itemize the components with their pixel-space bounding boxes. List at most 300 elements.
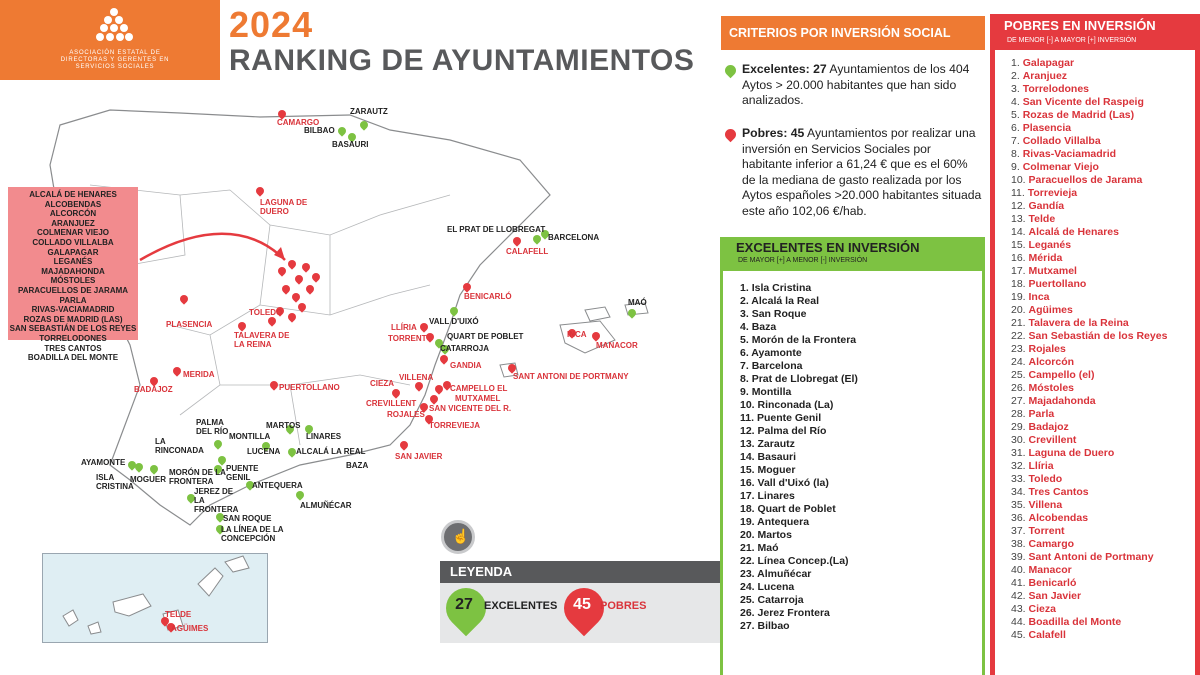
- municipality-name: Bilbao: [757, 620, 790, 632]
- municipality-name: Mutxamel: [1028, 265, 1077, 277]
- map-label: TORRENT: [388, 334, 427, 343]
- list-item: [740, 282, 858, 295]
- list-item: [1011, 226, 1167, 239]
- municipality-name: Torrelodones: [1022, 83, 1089, 95]
- municipality-name: Villena: [1028, 499, 1063, 511]
- list-item: [1011, 174, 1167, 187]
- rank-number: 32.: [1011, 460, 1029, 472]
- list-item: [1011, 239, 1167, 252]
- municipality-name: Cieza: [1028, 603, 1056, 615]
- map-label: CREVILLENT: [366, 399, 417, 408]
- municipality-name: Alcalá de Henares: [1028, 226, 1119, 238]
- list-item: [1011, 330, 1167, 343]
- map-label: TALAVERA DE LA REINA: [234, 331, 290, 349]
- municipality-name: Jerez Frontera: [757, 607, 830, 619]
- rank-number: 11.: [1011, 187, 1028, 199]
- rank-number: 26.: [1011, 382, 1029, 394]
- rank-number: 29.: [1011, 421, 1029, 433]
- list-item: [1011, 408, 1167, 421]
- list-item: [740, 555, 858, 568]
- list-item: [1011, 317, 1167, 330]
- municipality-name: Prat de Llobregat (El): [751, 373, 858, 385]
- list-item: [740, 594, 858, 607]
- canary-islands-inset: [42, 553, 268, 643]
- criteria-pobres-lead: Pobres: 45: [742, 126, 805, 140]
- list-item: [740, 451, 858, 464]
- municipality-name: Morón de la Frontera: [751, 334, 857, 346]
- list-item: [740, 490, 858, 503]
- list-item: [1011, 304, 1167, 317]
- rank-number: 31.: [1011, 447, 1029, 459]
- municipality-name: Badajoz: [1028, 421, 1069, 433]
- list-item: [1011, 161, 1167, 174]
- rank-number: 36.: [1011, 512, 1029, 524]
- rank-number: 12.: [1011, 200, 1029, 212]
- list-item: [1011, 252, 1167, 265]
- municipality-name: Ayamonte: [751, 347, 802, 359]
- rank-number: 16.: [1011, 252, 1029, 264]
- list-item: [740, 321, 858, 334]
- map-label: ANTEQUERA: [252, 481, 303, 490]
- list-item: [740, 334, 858, 347]
- list-item: [1011, 356, 1167, 369]
- legend-excelentes-label: EXCELENTES: [484, 600, 558, 612]
- madrid-item: TORRELODONES: [39, 333, 107, 343]
- municipality-name: San Roque: [751, 308, 807, 320]
- municipality-name: Calafell: [1028, 629, 1066, 641]
- municipality-name: Rivas-Vaciamadrid: [1022, 148, 1117, 160]
- municipality-name: Talavera de la Reina: [1028, 317, 1129, 329]
- rank-number: 43.: [1011, 603, 1029, 615]
- rank-number: 22.: [740, 555, 758, 567]
- list-item: [740, 308, 858, 321]
- rank-number: 14.: [1011, 226, 1029, 238]
- association-logo-icon: [95, 6, 133, 50]
- rank-number: 10.: [1011, 174, 1029, 186]
- municipality-name: Lucena: [757, 581, 795, 593]
- pobres-subtitle: DE MENOR [-] A MAYOR [+] INVERSIÓN: [1007, 37, 1137, 44]
- list-item: [1011, 57, 1167, 70]
- list-item: [740, 568, 858, 581]
- rank-number: 20.: [740, 529, 758, 541]
- rank-number: 22.: [1011, 330, 1029, 342]
- touch-hand-icon[interactable]: ☝: [441, 520, 475, 554]
- municipality-name: San Vicente del Raspeig: [1022, 96, 1144, 108]
- map-label: BILBAO: [304, 126, 335, 135]
- madrid-item: BOADILLA DEL MONTE: [27, 353, 119, 363]
- pobres-list: [1011, 57, 1167, 642]
- municipality-name: Telde: [1028, 213, 1056, 225]
- logo-text: ASOCIACIÓN ESTATAL DE DIRECTORAS Y GERENTES EN SERVICIOS SOCIALES: [60, 50, 170, 70]
- municipality-name: Galapagar: [1022, 57, 1075, 69]
- criteria-excelentes-lead: Excelentes: 27: [742, 62, 827, 76]
- map-label: MORÓN DE LA FRONTERA: [169, 468, 226, 486]
- map-label: PLASENCIA: [166, 320, 213, 329]
- map-label: AGÜIMES: [171, 624, 209, 633]
- municipality-name: Moguer: [757, 464, 796, 476]
- map-label: ISLA CRISTINA: [96, 473, 134, 491]
- list-item: [1011, 382, 1167, 395]
- municipality-name: Torrent: [1028, 525, 1065, 537]
- municipality-name: Crevillent: [1028, 434, 1077, 446]
- list-item: [740, 620, 858, 633]
- list-item: [1011, 200, 1167, 213]
- municipality-name: Puente Genil: [756, 412, 822, 424]
- madrid-item: ARANJUEZ: [51, 218, 95, 228]
- municipality-name: Martos: [757, 529, 792, 541]
- rank-number: 2.: [1011, 70, 1023, 82]
- list-item: [1011, 434, 1167, 447]
- legend-title: LEYENDA: [440, 561, 720, 583]
- list-item: [740, 464, 858, 477]
- municipality-name: Inca: [1028, 291, 1050, 303]
- municipality-name: Llíria: [1028, 460, 1054, 472]
- rank-number: 13.: [1011, 213, 1029, 225]
- criteria-pobres-text: Ayuntamientos por realizar una inversión en Servicios Sociales por habitante inferior a 61,24 € que es el 60% de la mediana de gasto realizada por los Aytos españoles >20.000 habitantes situada este año 102,06 €/hab.: [742, 126, 982, 218]
- map-label: CAMARGO: [277, 118, 320, 127]
- map-label: CATARROJA: [440, 344, 490, 353]
- list-item: [740, 373, 858, 386]
- map-label: MUTXAMEL: [455, 394, 501, 403]
- pobres-title: POBRES EN INVERSIÓN: [1004, 18, 1156, 33]
- municipality-name: Gandía: [1028, 200, 1065, 212]
- green-pin-icon: [723, 63, 739, 79]
- map-label: ALCALÁ LA REAL: [296, 447, 366, 456]
- rank-number: 28.: [1011, 408, 1029, 420]
- municipality-name: Agüimes: [1028, 304, 1073, 316]
- rank-number: 44.: [1011, 616, 1029, 628]
- rank-number: 35.: [1011, 499, 1029, 511]
- list-item: [740, 360, 858, 373]
- madrid-item: GALAPAGAR: [47, 247, 99, 257]
- madrid-item: RIVAS-VACIAMADRID: [31, 305, 115, 315]
- map-label: INCA: [567, 330, 587, 339]
- map-label: LLÍRIA: [391, 323, 417, 332]
- municipality-name: Linares: [757, 490, 795, 502]
- madrid-item: ALCOBENDAS: [44, 199, 102, 209]
- madrid-item: TRES CANTOS: [44, 343, 102, 353]
- legend-body: [440, 583, 720, 643]
- municipality-name: Tres Cantos: [1028, 486, 1089, 498]
- map-label: BADAJOZ: [134, 385, 173, 394]
- legend-excelentes-count: 27: [455, 596, 473, 613]
- list-item: [1011, 278, 1167, 291]
- municipality-name: Línea Concep.(La): [757, 555, 849, 567]
- list-item: [740, 477, 858, 490]
- rank-number: 34.: [1011, 486, 1029, 498]
- rank-number: 10.: [740, 399, 758, 411]
- municipality-name: Móstoles: [1028, 382, 1075, 394]
- list-item: [740, 399, 858, 412]
- rank-number: 41.: [1011, 577, 1029, 589]
- rank-number: 15.: [740, 464, 758, 476]
- municipality-name: Antequera: [757, 516, 810, 528]
- list-item: [1011, 512, 1167, 525]
- list-item: [1011, 590, 1167, 603]
- list-item: [1011, 460, 1167, 473]
- municipality-name: Baza: [751, 321, 777, 333]
- municipality-name: Torrevieja: [1027, 187, 1078, 199]
- rank-number: 18.: [1011, 278, 1029, 290]
- list-item: [1011, 525, 1167, 538]
- municipality-name: Collado Villalba: [1022, 135, 1101, 147]
- map-label: ALMUÑÉCAR: [300, 501, 352, 510]
- map-label: QUART DE POBLET: [447, 332, 524, 341]
- criteria-pobres: [742, 126, 982, 219]
- excelentes-list: [740, 282, 858, 633]
- map-label: MERIDA: [183, 370, 215, 379]
- list-item: [740, 529, 858, 542]
- map-label: AYAMONTE: [81, 458, 126, 467]
- municipality-name: Catarroja: [757, 594, 804, 606]
- rank-number: 17.: [1011, 265, 1029, 277]
- map-label: LAGUNA DE DUERO: [260, 198, 308, 216]
- rank-number: 1.: [740, 282, 752, 294]
- municipality-name: Palma del Río: [757, 425, 827, 437]
- municipality-name: Manacor: [1028, 564, 1072, 576]
- municipality-name: Aranjuez: [1022, 70, 1068, 82]
- madrid-item: COLLADO VILLALBA: [32, 237, 114, 247]
- criteria-excelentes-text: Ayuntamientos de los 404 Aytos > 20.000 habitantes que han sido analizados.: [742, 62, 970, 107]
- list-item: [1011, 265, 1167, 278]
- list-item: [1011, 122, 1167, 135]
- rank-number: 8.: [740, 373, 752, 385]
- map-label: LA RINCONADA: [155, 437, 204, 455]
- municipality-name: Zarautz: [757, 438, 795, 450]
- map-label: MONTILLA: [229, 432, 271, 441]
- list-item: [740, 386, 858, 399]
- rank-number: 5.: [740, 334, 752, 346]
- madrid-item: ROZAS DE MADRID (LAS): [23, 314, 123, 324]
- map-label: TOLEDO: [249, 308, 283, 317]
- list-item: [1011, 629, 1167, 642]
- municipality-name: Parla: [1028, 408, 1055, 420]
- municipality-name: Vall d'Uixó (la): [757, 477, 829, 489]
- municipality-name: Isla Cristina: [751, 282, 812, 294]
- list-item: [1011, 96, 1167, 109]
- rank-number: 12.: [740, 425, 758, 437]
- rank-number: 4.: [740, 321, 752, 333]
- map-label: BARCELONA: [548, 233, 600, 242]
- municipality-name: Toledo: [1028, 473, 1063, 485]
- criteria-excelentes: [742, 62, 982, 109]
- rank-number: 6.: [740, 347, 752, 359]
- rank-number: 16.: [740, 477, 758, 489]
- list-item: [1011, 577, 1167, 590]
- madrid-item: ALCALÁ DE HENARES: [29, 190, 117, 199]
- rank-number: 21.: [740, 542, 758, 554]
- list-item: [740, 412, 858, 425]
- municipality-name: Colmenar Viejo: [1022, 161, 1099, 173]
- rank-number: 17.: [740, 490, 758, 502]
- rank-number: 5.: [1011, 109, 1023, 121]
- map-label: JEREZ DE LA FRONTERA: [194, 487, 239, 514]
- map-label: SAN VICENTE DEL R.: [429, 404, 512, 413]
- municipality-name: Leganés: [1028, 239, 1072, 251]
- madrid-item: ALCORCÓN: [49, 209, 97, 219]
- rank-number: 15.: [1011, 239, 1029, 251]
- map-label: TELDE: [165, 610, 192, 619]
- map-label: EL PRAT DE LLOBREGAT: [447, 225, 546, 234]
- rank-number: 39.: [1011, 551, 1029, 563]
- excelentes-title: EXCELENTES EN INVERSIÓN: [736, 240, 920, 255]
- map-label: PALMA DEL RÍO: [196, 418, 229, 436]
- rank-number: 30.: [1011, 434, 1029, 446]
- excelentes-subtitle: DE MAYOR [+] A MENOR [-] INVERSIÓN: [738, 257, 868, 264]
- rank-number: 6.: [1011, 122, 1023, 134]
- list-item: [1011, 343, 1167, 356]
- map-label: ROJALES: [387, 410, 425, 419]
- page-title: RANKING DE AYUNTAMIENTOS: [229, 44, 695, 77]
- list-item: [1011, 603, 1167, 616]
- map-label: PUENTE GENIL: [226, 464, 259, 482]
- rank-number: 7.: [740, 360, 752, 372]
- map-label: MARTOS: [266, 421, 301, 430]
- list-item: [740, 347, 858, 360]
- madrid-item: COLMENAR VIEJO: [36, 228, 109, 238]
- map-label: CALAFELL: [506, 247, 549, 256]
- rank-number: 13.: [740, 438, 758, 450]
- municipality-name: Benicarló: [1028, 577, 1077, 589]
- list-item: [1011, 473, 1167, 486]
- rank-number: 19.: [740, 516, 758, 528]
- rank-number: 23.: [1011, 343, 1029, 355]
- rank-number: 40.: [1011, 564, 1029, 576]
- map-label: SANT ANTONI DE PORTMANY: [513, 372, 629, 381]
- map-label: MOGUER: [130, 475, 166, 484]
- madrid-item: PARACUELLOS DE JARAMA: [17, 285, 129, 295]
- list-item: [740, 503, 858, 516]
- rank-number: 25.: [740, 594, 758, 606]
- pobres-header: [990, 14, 1200, 50]
- list-item: [1011, 538, 1167, 551]
- red-pin-icon: [723, 127, 739, 143]
- list-item: [1011, 486, 1167, 499]
- municipality-name: Quart de Poblet: [757, 503, 836, 515]
- madrid-item: LEGANÉS: [53, 257, 93, 267]
- list-item: [1011, 369, 1167, 382]
- legend-pobres-label: POBRES: [600, 600, 647, 612]
- excelentes-header: [720, 237, 985, 271]
- rank-number: 25.: [1011, 369, 1029, 381]
- map-label: TORREVIEJA: [429, 421, 480, 430]
- map-label: LUCENA: [247, 447, 281, 456]
- rank-number: 14.: [740, 451, 758, 463]
- municipality-name: Rozas de Madrid (Las): [1022, 109, 1135, 121]
- map-label: LINARES: [306, 432, 342, 441]
- list-item: [1011, 187, 1167, 200]
- rank-number: 11.: [740, 412, 757, 424]
- list-item: [1011, 395, 1167, 408]
- list-item: [1011, 421, 1167, 434]
- municipality-name: Basauri: [757, 451, 797, 463]
- municipality-name: Rinconada (La): [757, 399, 834, 411]
- municipality-name: Sant Antoni de Portmany: [1028, 551, 1154, 563]
- map-label: ZARAUTZ: [350, 107, 388, 116]
- list-item: [740, 516, 858, 529]
- municipality-name: San Sebastián de los Reyes: [1028, 330, 1168, 342]
- rank-number: 37.: [1011, 525, 1029, 537]
- map-label: CAMPELLO EL: [450, 384, 508, 393]
- municipality-name: Maó: [757, 542, 779, 554]
- rank-number: 19.: [1011, 291, 1029, 303]
- map-label: GANDIA: [450, 361, 482, 370]
- list-item: [740, 581, 858, 594]
- madrid-item: MÓSTOLES: [50, 276, 96, 286]
- list-item: [740, 607, 858, 620]
- madrid-item: SAN SEBASTIÁN DE LOS REYES: [9, 324, 137, 334]
- list-item: [740, 438, 858, 451]
- list-item: [1011, 447, 1167, 460]
- municipality-name: Alcorcón: [1028, 356, 1075, 368]
- municipality-name: Rojales: [1028, 343, 1066, 355]
- municipality-name: Puertollano: [1028, 278, 1087, 290]
- rank-number: 20.: [1011, 304, 1029, 316]
- list-item: [1011, 551, 1167, 564]
- municipality-name: Campello (el): [1028, 369, 1095, 381]
- municipality-name: Majadahonda: [1028, 395, 1096, 407]
- rank-number: 4.: [1011, 96, 1023, 108]
- rank-number: 9.: [1011, 161, 1023, 173]
- municipality-name: Camargo: [1028, 538, 1075, 550]
- list-item: [740, 425, 858, 438]
- municipality-name: Boadilla del Monte: [1028, 616, 1122, 628]
- list-item: [1011, 135, 1167, 148]
- rank-number: 23.: [740, 568, 758, 580]
- map-label: MAÓ: [628, 298, 647, 307]
- list-item: [1011, 213, 1167, 226]
- rank-number: 45.: [1011, 629, 1029, 641]
- municipality-name: Alcalá la Real: [751, 295, 820, 307]
- rank-number: 27.: [740, 620, 758, 632]
- municipality-name: Laguna de Duero: [1028, 447, 1115, 459]
- rank-number: 27.: [1011, 395, 1029, 407]
- legend-pobres-count: 45: [573, 596, 591, 613]
- list-item: [1011, 109, 1167, 122]
- rank-number: 8.: [1011, 148, 1023, 160]
- logo-box: [0, 0, 220, 80]
- rank-number: 24.: [740, 581, 758, 593]
- rank-number: 3.: [740, 308, 752, 320]
- rank-number: 38.: [1011, 538, 1029, 550]
- map-label: BENICARLÓ: [464, 292, 512, 301]
- list-item: [740, 542, 858, 555]
- map-label: BASAURI: [332, 140, 369, 149]
- map-label: LA LÍNEA DE LA CONCEPCIÓN: [221, 525, 284, 543]
- municipality-name: San Javier: [1028, 590, 1082, 602]
- madrid-municipalities-box: [8, 187, 138, 363]
- list-item: [1011, 70, 1167, 83]
- municipality-name: Barcelona: [751, 360, 803, 372]
- municipality-name: Mérida: [1028, 252, 1063, 264]
- map-label: MANACOR: [596, 341, 638, 350]
- map-label: VALL D'UIXÓ: [429, 317, 479, 326]
- municipality-name: Alcobendas: [1028, 512, 1089, 524]
- rank-number: 9.: [740, 386, 752, 398]
- rank-number: 42.: [1011, 590, 1029, 602]
- list-item: [1011, 291, 1167, 304]
- map-label: CIEZA: [370, 379, 394, 388]
- map-label: SAN ROQUE: [223, 514, 272, 523]
- canary-islands-map: [43, 554, 267, 642]
- madrid-item: PARLA: [59, 295, 87, 305]
- rank-number: 33.: [1011, 473, 1029, 485]
- list-item: [1011, 83, 1167, 96]
- list-item: [1011, 148, 1167, 161]
- map-label: BAZA: [346, 461, 369, 470]
- madrid-item: MAJADAHONDA: [41, 266, 105, 276]
- map-label: SAN JAVIER: [395, 452, 443, 461]
